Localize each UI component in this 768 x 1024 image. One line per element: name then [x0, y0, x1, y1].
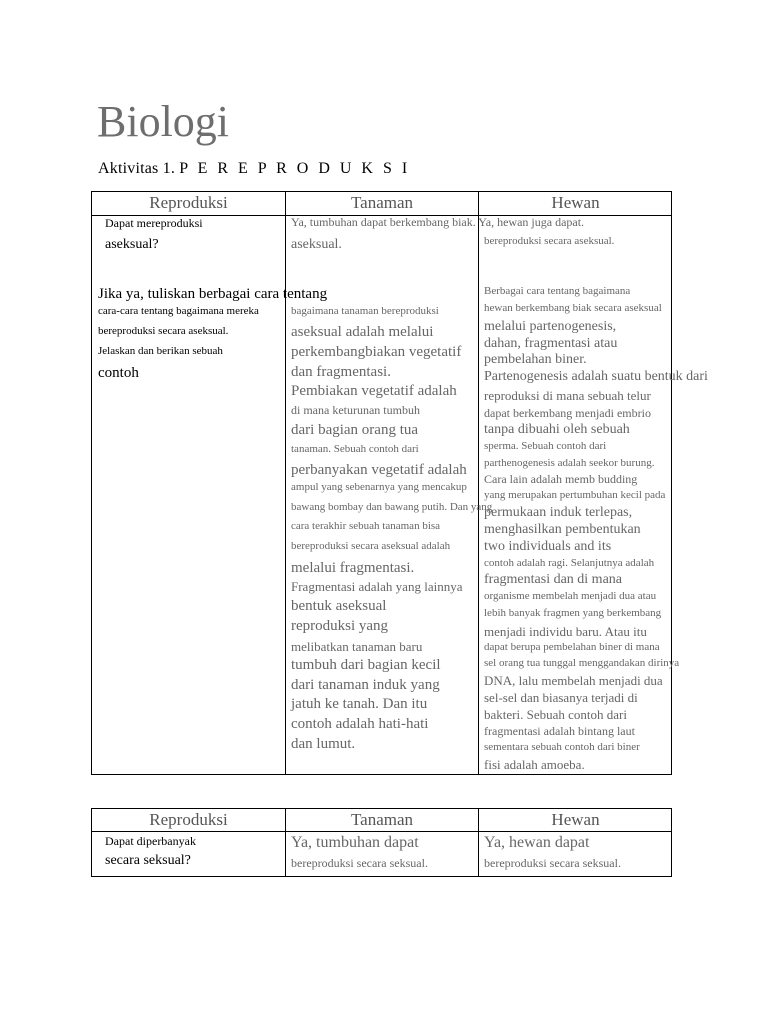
- animal-text-line: bereproduksi secara aseksual.: [484, 235, 615, 247]
- animal-text-line: contoh adalah ragi. Selanjutnya adalah: [484, 557, 655, 569]
- animal-text-line: fragmentasi dan di mana: [484, 572, 623, 587]
- plant-text-line: bagaimana tanaman bereproduksi: [291, 305, 439, 317]
- animal-text-line: bakteri. Sebuah contoh dari: [484, 707, 627, 722]
- question-line: cara-cara tentang bagaimana mereka: [98, 305, 259, 317]
- animal-text-line: parthenogenesis adalah seekor burung.: [484, 457, 655, 469]
- column-divider: [478, 192, 479, 774]
- animal-text-line: menjadi individu baru. Atau itu: [484, 624, 647, 639]
- question-line: Jelaskan dan berikan sebuah: [98, 345, 223, 357]
- animal-text-line: dahan, fragmentasi atau: [484, 336, 618, 351]
- plant-text-line: bereproduksi secara aseksual adalah: [291, 540, 451, 552]
- page-title: Biologi: [97, 97, 230, 146]
- animal-text-line: sementara sebuah contoh dari biner: [484, 741, 640, 753]
- animal-answer-line: Ya, hewan dapat: [484, 834, 590, 851]
- header-hewan: Hewan: [551, 810, 600, 829]
- plant-text-line: melibatkan tanaman baru: [291, 639, 423, 654]
- plant-text-line: dari tanaman induk yang: [291, 677, 440, 693]
- plant-text-line: dan lumut.: [291, 736, 356, 752]
- header-divider: [92, 831, 671, 832]
- plant-text-line: dan fragmentasi.: [291, 364, 391, 380]
- plant-text-line: bawang bombay dan bawang putih. Dan yang: [291, 501, 493, 513]
- activity-prefix: Aktivitas 1.: [98, 160, 180, 177]
- animal-answer-line: bereproduksi secara seksual.: [484, 856, 621, 870]
- question-line: secara seksual?: [105, 853, 191, 868]
- animal-text-line: pembelahan biner.: [484, 352, 587, 367]
- question-line: bereproduksi secara aseksual.: [98, 325, 229, 337]
- animal-text-line: tanpa dibuahi oleh sebuah: [484, 422, 630, 437]
- animal-text-line: sperma. Sebuah contoh dari: [484, 440, 607, 452]
- question-line: Dapat diperbanyak: [105, 834, 196, 848]
- animal-text-line: sel orang tua tunggal menggandakan dirinya: [484, 657, 680, 669]
- plant-text-line: Pembiakan vegetatif adalah: [291, 383, 457, 399]
- plant-text-line: bentuk aseksual: [291, 598, 387, 614]
- animal-text-line: Berbagai cara tentang bagaimana: [484, 285, 631, 297]
- activity-name: P E R E P R O D U K S I: [179, 160, 411, 177]
- plant-text-line: melalui fragmentasi.: [291, 560, 415, 576]
- plant-answer-line: bereproduksi secara seksual.: [291, 856, 428, 870]
- animal-text-line: two individuals and its: [484, 539, 612, 554]
- plant-text-line: tanaman. Sebuah contoh dari: [291, 443, 419, 455]
- plant-answer-line: Ya, tumbuhan dapat: [291, 834, 419, 851]
- plant-text-line: perkembangbiakan vegetatif: [291, 344, 462, 360]
- animal-text-line: fisi adalah amoeba.: [484, 757, 585, 772]
- header-reproduksi: Reproduksi: [149, 810, 228, 829]
- question-line: Dapat mereproduksi: [105, 216, 203, 230]
- header-hewan: Hewan: [551, 193, 600, 212]
- animal-text-line: dapat berupa pembelahan biner di mana: [484, 641, 660, 653]
- header-tanaman: Tanaman: [350, 810, 414, 829]
- animal-text-line: melalui partenogenesis,: [484, 319, 617, 334]
- header-reproduksi: Reproduksi: [149, 193, 228, 212]
- animal-text-line: sel-sel dan biasanya terjadi di: [484, 690, 638, 705]
- plant-text-line: di mana keturunan tumbuh: [291, 403, 420, 417]
- animal-text-line: lebih banyak fragmen yang berkembang: [484, 607, 662, 619]
- plant-text-line: jatuh ke tanah. Dan itu: [291, 696, 428, 712]
- animal-text-line: hewan berkembang biak secara aseksual: [484, 302, 662, 314]
- animal-text-line: DNA, lalu membelah menjadi dua: [484, 673, 663, 688]
- plant-text-line: contoh adalah hati-hati: [291, 716, 429, 732]
- header-tanaman: Tanaman: [350, 193, 414, 212]
- plant-text-line: Ya, tumbuhan dapat berkembang biak. Ya, hewan juga dapat.: [291, 215, 585, 229]
- plant-text-line: Fragmentasi adalah yang lainnya: [291, 579, 463, 594]
- question-line: contoh: [98, 365, 139, 381]
- animal-text-line: dapat berkembang menjadi embrio: [484, 406, 651, 420]
- animal-text-line: permukaan induk terlepas,: [484, 505, 633, 520]
- plant-text-line: dari bagian orang tua: [291, 422, 419, 438]
- animal-text-line: organisme membelah menjadi dua atau: [484, 590, 657, 602]
- plant-text-line: aseksual.: [291, 237, 342, 252]
- plant-text-line: tumbuh dari bagian kecil: [291, 657, 441, 673]
- plant-text-line: aseksual adalah melalui: [291, 324, 434, 340]
- animal-text-line: menghasilkan pembentukan: [484, 522, 641, 537]
- question-line: aseksual?: [105, 237, 159, 252]
- question-line: Jika ya, tuliskan berbagai cara tentang: [98, 286, 328, 302]
- column-divider: [285, 192, 286, 774]
- plant-text-line: reproduksi yang: [291, 618, 389, 634]
- plant-text-line: cara terakhir sebuah tanaman bisa: [291, 520, 441, 532]
- plant-text-line: perbanyakan vegetatif adalah: [291, 462, 467, 478]
- plant-text-line: ampul yang sebenarnya yang mencakup: [291, 481, 467, 493]
- animal-text-line: Cara lain adalah memb budding: [484, 472, 638, 486]
- activity-heading: [98, 160, 410, 178]
- animal-text-line: fragmentasi adalah bintang laut: [484, 724, 635, 738]
- animal-text-line: reproduksi di mana sebuah telur: [484, 388, 651, 403]
- animal-text-line: yang merupakan pertumbuhan kecil pada: [484, 489, 666, 501]
- animal-text-line: Partenogenesis adalah suatu bentuk dari: [484, 369, 708, 384]
